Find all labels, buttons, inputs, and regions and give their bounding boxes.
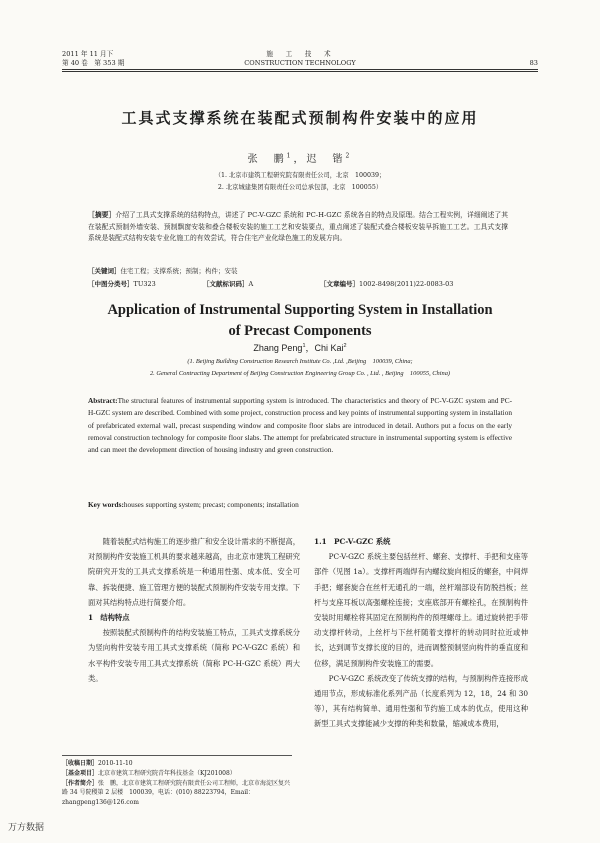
fund-label: ［基金项目］: [62, 769, 99, 777]
footnote-author: [62, 779, 292, 808]
header-date: 2011 年 11 月下: [62, 50, 114, 58]
author-en-2: Chi Kai: [314, 343, 344, 353]
affiliation-en-1: (1. Beijing Building Construction Research Institute Co. ,Ltd. ,Beijing 100039, China;: [187, 358, 413, 365]
title-en-line1: Application of Instrumental Supporting System in Installation: [107, 302, 493, 318]
author-en-sep: ，: [305, 343, 315, 353]
watermark: 万方数据: [8, 823, 45, 833]
section-heading-1: 1 结构特点: [88, 613, 130, 623]
title-en: [0, 300, 600, 342]
doc-code-group: [203, 279, 253, 288]
author-bio-text: 张 鹏，北京市建筑工程研究院有限责任公司工程师，北京市海淀区复兴路 34 号院稷第 2 层楼 100039，电话：(010) 88223794，Email：zhangpeng136@126.com: [62, 779, 291, 807]
keywords-cn-label: ［关键词］: [88, 267, 121, 275]
abstract-en-label: Abstract:: [88, 396, 118, 405]
abstract-en-text: The structural features of instrumental supporting system is introduced. The characteristics and theory of PC-V-GZC system and PC-H-GZC system are described. Combined with some project, construction process and key points of instrumental supporting system in installation of prefabricated external wall, precast suspending window and composite floor slabs are introduced in detail. Authors put a focus on the early removal construction technology for composite floor slabs. The attempt for prefabricated structure in instrumental supporting system is effective and can meet the development direction of housing industry and green construction.: [88, 396, 512, 455]
header-journal: [0, 50, 600, 68]
author-en-2-sup: 2: [343, 343, 347, 349]
page-number: 83: [529, 59, 538, 67]
footnote: [62, 755, 292, 808]
abstract-cn-label: ［摘要］: [88, 211, 116, 219]
footnote-received: [62, 759, 292, 769]
abstract-en: [88, 395, 512, 456]
author-cn-1-sup: 1: [286, 152, 294, 160]
clc-code: TU323: [133, 280, 156, 288]
author-en-1-sup: 1: [302, 343, 306, 349]
clc-label: ［中图分类号］: [88, 280, 134, 288]
doc-code: A: [248, 280, 254, 288]
author-cn-sep: ，: [293, 154, 307, 165]
author-bio-label: ［作者简介］: [62, 779, 99, 787]
keywords-en-label: Key words:: [88, 500, 124, 509]
authors-en: [0, 341, 600, 354]
abstract-cn: [88, 210, 508, 245]
author-cn-1: 张 鹏: [247, 154, 287, 165]
author-cn-2: 迟 锴: [306, 154, 346, 165]
affiliation-cn-1: （1. 北京市建筑工程研究院有限责任公司，北京 100039；: [214, 172, 386, 179]
affiliation-en-2: 2. General Contracting Department of Beijing Construction Engineering Group Co. , Ltd. , Beijing 100055, China): [149, 370, 451, 377]
intro-paragraph: 随着装配式结构施工的逐步推广和安全设计需求的不断提高，对预制构件安装施工机具的要求越来越高，由北京市建筑工程研究院研究开发的工具式支撑系统是一种通用性强、成本低、安全可靠、拆装便捷、施工管理方便的装配式预制构件安装专用支撑。下面对其结构特点进行简要介绍。: [88, 537, 300, 607]
body-column-right: [314, 534, 528, 732]
section1-paragraph: 按照装配式预制构件的结构安装施工特点，工具式支撑系统分为竖向构件安装专用工具式支撑系统（简称 PC-V-GZC 系统）和水平构件安装专用工具式支撑系统（简称 PC-H-GZC 系统）两大类。: [88, 628, 300, 683]
received-label: ［收稿日期］: [62, 760, 99, 767]
doc-label: ［文献标识码］: [203, 280, 249, 288]
keywords-en: [88, 500, 299, 509]
title-en-line2: of Precast Components: [228, 323, 372, 339]
footnote-fund: [62, 769, 292, 779]
keywords-en-text: houses supporting system; precast; components; installation: [123, 500, 299, 509]
article-number-group: [320, 279, 453, 288]
pcv-paragraph-1: PC-V-GZC 系统主要包括丝杆、螺套、支撑杆、手把和支座等部件（见图 1a）。支撑杆两端焊有内螺纹旋向相反的螺套，中间焊手把；螺套旋合在丝杆无通孔的一端，丝杆端部设有防脱挡板；丝杆与支座耳板以高强螺栓连接；支座底部开有螺栓孔，在预制构件安装时用螺栓将其固定在预制构件的预埋螺母上。通过旋转把手带动支撑杆转动，上丝杆与下丝杆随着支撑杆的转动同时拉近或伸长，达到调节支撑长度的目的，进而调整预制竖向构件的垂直度和位移，满足预制构件安装施工的需要。: [314, 552, 528, 668]
affiliation-cn-2: 2. 北京城建集团有限责任公司总承包部，北京 100055）: [217, 184, 383, 191]
author-en-1: Zhang Peng: [253, 343, 303, 353]
author-cn-2-sup: 2: [345, 152, 353, 160]
article-number: 1002-8498(2011)22-0083-03: [359, 280, 454, 288]
header-volume: 第 40 卷 第 353 期: [62, 59, 125, 67]
keywords-cn-text: 住宅工程；支撑系统；预制；构件；安装: [120, 267, 238, 275]
journal-name-cn: 施 工 技 术: [266, 50, 334, 58]
authors-cn: [0, 150, 600, 165]
subsection-heading-1-1: 1.1 PC-V-GZC 系统: [314, 537, 391, 546]
header-rule-thin: [62, 71, 538, 72]
classification-line: [88, 279, 518, 288]
keywords-cn: [88, 266, 238, 275]
pcv-paragraph-2: PC-V-GZC 系统改变了传统支撑的结构，与预制构件连接形成通用节点，形成标准化系列产品（长度系列为 12，18，24 和 30 等），其有结构简单、通用性强和节约施工成本的优点，使用这种新型工具式支撑能减少支撑的种类和数量，缩减成本费用，: [314, 673, 528, 729]
journal-name-en: CONSTRUCTION TECHNOLOGY: [244, 59, 356, 67]
abstract-cn-text: 介绍了工具式支撑系统的结构特点，讲述了 PC-V-GZC 系统和 PC-H-GZC 系统各自的特点及原理。结合工程实例，详细阐述了其在装配式预制外墙安装、预制飘窗安装和叠合楼板安装的施工工艺和安装要点，重点阐述了装配式叠合楼板安装早拆施工工艺。工具式支撑系统是装配式结构安装专业化施工的有效尝试，符合住宅产业化绿色施工的发展方向。: [88, 211, 508, 242]
received-date: 2010-11-10: [98, 760, 133, 767]
body-column-left: [88, 534, 300, 686]
title-cn: 工具式支撑系统在装配式预制构件安装中的应用: [121, 109, 479, 127]
header-rule: [62, 69, 538, 70]
article-label: ［文章编号］: [320, 280, 359, 288]
fund-text: 北京市建筑工程研究院青年科技基金（KJ201008）: [98, 769, 236, 777]
